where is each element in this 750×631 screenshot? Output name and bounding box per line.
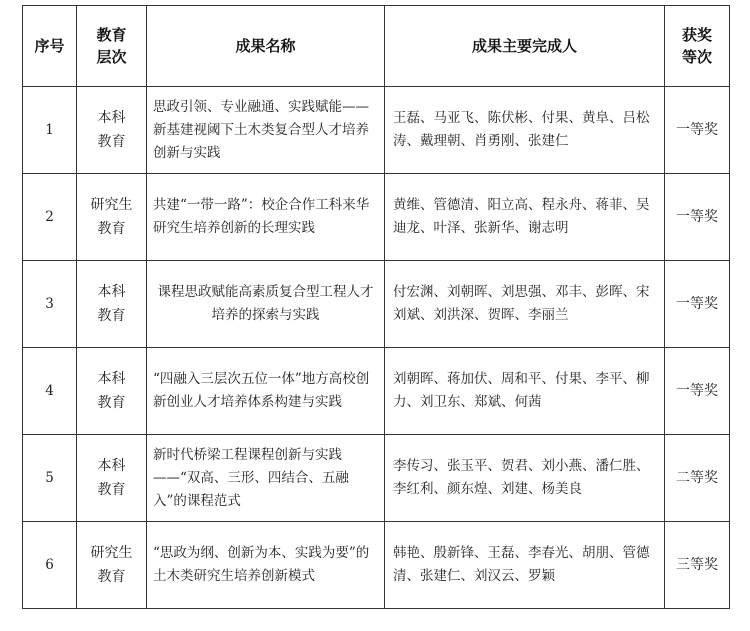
row-people: 刘朝晖、蒋加伏、周和平、付果、李平、柳力、刘卫东、郑斌、何茜 <box>385 348 665 435</box>
header-no: 序号 <box>23 6 77 87</box>
row-no: 6 <box>23 522 77 609</box>
row-achievement-name: 共建“一带一路”：校企合作工科来华研究生培养创新的长理实践 <box>147 174 385 261</box>
header-level-line2: 层次 <box>96 48 127 66</box>
row-award: 二等奖 <box>665 435 730 522</box>
header-award <box>665 6 730 87</box>
row-level <box>77 261 147 348</box>
header-level-line1: 教育 <box>96 26 127 44</box>
row-award: 一等奖 <box>665 348 730 435</box>
row-no: 2 <box>23 174 77 261</box>
row-level-line2: 教育 <box>97 482 126 498</box>
row-level-line2: 教育 <box>97 308 126 324</box>
row-level <box>77 174 147 261</box>
row-achievement-name: 课程思政赋能高素质复合型工程人才培养的探索与实践 <box>147 261 385 348</box>
row-level-line1: 本科 <box>97 458 126 474</box>
row-award: 一等奖 <box>665 87 730 174</box>
row-award: 三等奖 <box>665 522 730 609</box>
table-row <box>23 261 730 348</box>
row-people: 李传习、张玉平、贺君、刘小燕、潘仁胜、李红利、颜东煌、刘建、杨美良 <box>385 435 665 522</box>
row-level-line2: 教育 <box>97 134 126 150</box>
header-people: 成果主要完成人 <box>385 6 665 87</box>
header-award-line1: 获奖 <box>681 26 712 44</box>
table-row <box>23 348 730 435</box>
row-level-line2: 教育 <box>97 221 126 237</box>
row-achievement-name: “四融入三层次五位一体”地方高校创新创业人才培养体系构建与实践 <box>147 348 385 435</box>
header-award-line2: 等次 <box>681 48 712 66</box>
header-name: 成果名称 <box>147 6 385 87</box>
row-award: 一等奖 <box>665 174 730 261</box>
row-people: 付宏渊、刘朝晖、刘思强、邓丰、彭晖、宋刘斌、刘洪深、贺晖、李丽兰 <box>385 261 665 348</box>
row-award: 一等奖 <box>665 261 730 348</box>
row-level-line1: 研究生 <box>90 545 133 561</box>
row-level-line2: 教育 <box>97 569 126 585</box>
row-level <box>77 435 147 522</box>
row-no: 5 <box>23 435 77 522</box>
row-no: 1 <box>23 87 77 174</box>
row-no: 4 <box>23 348 77 435</box>
row-achievement-name: 新时代桥梁工程课程创新与实践——“双高、三形、四结合、五融入”的课程范式 <box>147 435 385 522</box>
row-level <box>77 348 147 435</box>
table-row <box>23 435 730 522</box>
row-level <box>77 87 147 174</box>
row-people: 韩艳、殷新锋、王磊、李春光、胡朋、管德清、张建仁、刘汉云、罗颖 <box>385 522 665 609</box>
table-row <box>23 522 730 609</box>
row-level <box>77 522 147 609</box>
header-level <box>77 6 147 87</box>
row-no: 3 <box>23 261 77 348</box>
row-people: 王磊、马亚飞、陈伏彬、付果、黄阜、吕松涛、戴理朝、肖勇刚、张建仁 <box>385 87 665 174</box>
table-row <box>23 87 730 174</box>
row-level-line1: 本科 <box>97 110 126 126</box>
row-achievement-name: “思政为纲、创新为本、实践为要”的土木类研究生培养创新模式 <box>147 522 385 609</box>
row-people: 黄维、管德清、阳立高、程永舟、蒋菲、吴迪龙、叶泽、张新华、谢志明 <box>385 174 665 261</box>
row-level-line1: 研究生 <box>90 197 133 213</box>
table-row <box>23 174 730 261</box>
row-level-line1: 本科 <box>97 371 126 387</box>
row-level-line1: 本科 <box>97 284 126 300</box>
row-level-line2: 教育 <box>97 395 126 411</box>
table-header-row <box>23 6 730 87</box>
award-table <box>22 5 730 609</box>
row-achievement-name: 思政引领、专业融通、实践赋能——新基建视阈下土木类复合型人才培养创新与实践 <box>147 87 385 174</box>
